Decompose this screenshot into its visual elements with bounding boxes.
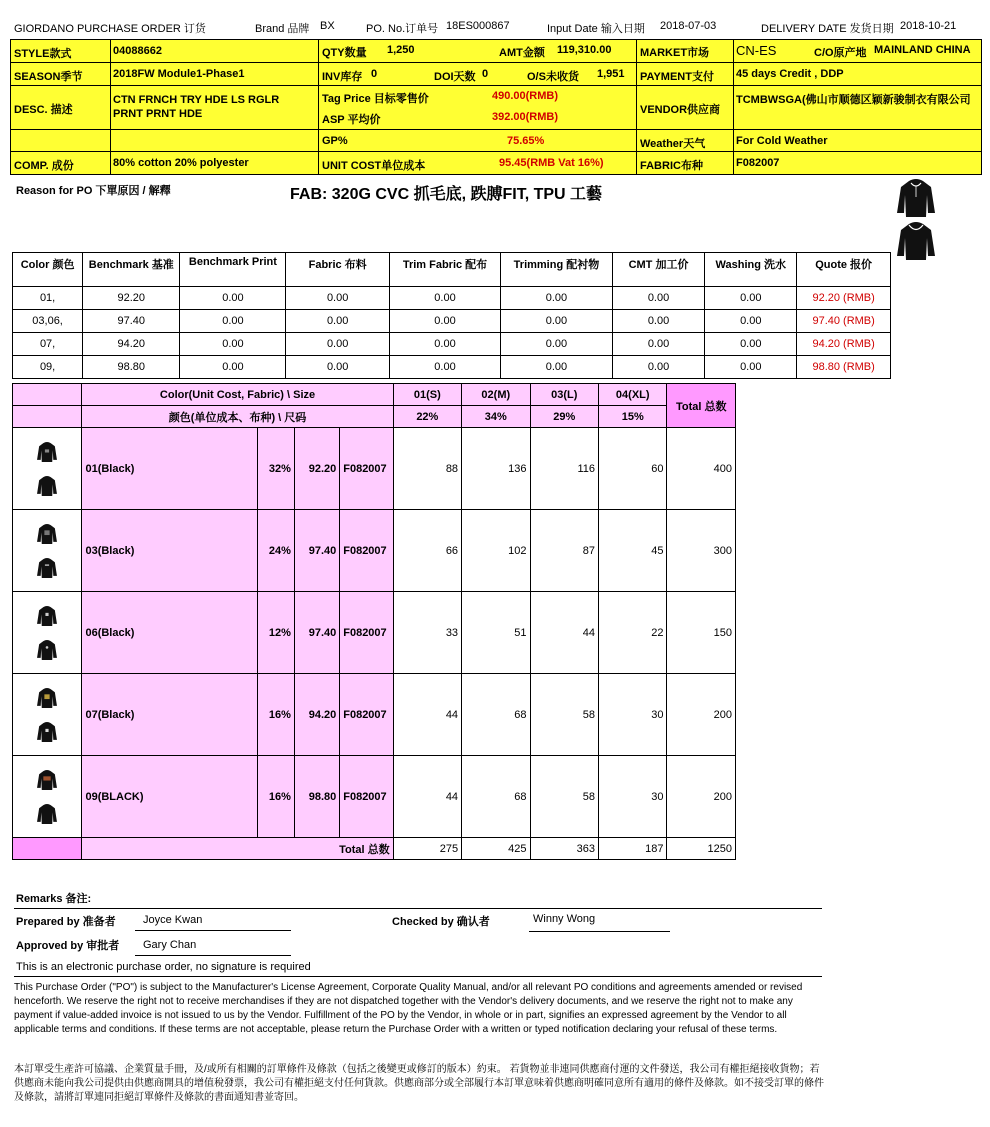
table-cell: 92.20 — [83, 287, 180, 310]
po-number: 18ES000867 — [446, 20, 510, 32]
qty-cell: 44 — [393, 756, 461, 838]
hoodie-back-icon — [36, 716, 58, 748]
market-label: MARKET市场 — [640, 47, 710, 59]
qty-cell: 30 — [599, 674, 667, 756]
size-header: 02(M) — [462, 384, 530, 406]
style-value-cell — [111, 40, 319, 63]
table-row — [13, 592, 736, 674]
prepared-by-label: Prepared by 准备者 — [16, 916, 116, 928]
size-pct: 29% — [530, 406, 598, 428]
size-header-row-1 — [13, 384, 736, 406]
size-total: 275 — [393, 838, 461, 860]
totals-blank-cell — [13, 838, 82, 860]
qty-cell: 58 — [530, 756, 598, 838]
color-cost: 97.40 — [294, 510, 339, 592]
table-cell: 0.00 — [501, 333, 613, 356]
tag-price-value: 490.00(RMB) — [492, 90, 559, 102]
size-header: 01(S) — [393, 384, 461, 406]
cost-col-header: Trim Fabric 配布 — [389, 253, 500, 287]
qty-cell: 51 — [462, 592, 530, 674]
market-label-cell — [637, 40, 734, 63]
size-pct: 22% — [393, 406, 461, 428]
table-cell: 0.00 — [501, 310, 613, 333]
table-cell: 0.00 — [705, 310, 797, 333]
table-cell: 0.00 — [389, 310, 500, 333]
table-cell: 94.20 — [83, 333, 180, 356]
table-cell: 0.00 — [705, 356, 797, 379]
comp-label-cell — [11, 152, 111, 175]
table-row — [13, 287, 891, 310]
table-cell: 03,06, — [13, 310, 83, 333]
size-pct: 15% — [599, 406, 667, 428]
blank-value-cell — [111, 130, 319, 152]
cost-col-header: Benchmark 基准 — [83, 253, 180, 287]
amt-label: AMT金额 — [499, 47, 545, 59]
fabric-value-cell — [734, 152, 981, 175]
desc-label: DESC. 描述 — [14, 104, 73, 116]
quote-cell: 97.40 (RMB) — [797, 310, 891, 333]
cost-col-header: Quote 报价 — [797, 253, 891, 287]
table-row — [13, 756, 736, 838]
remarks-label: Remarks 备注: — [16, 893, 92, 905]
hoodie-front-icon — [36, 764, 58, 796]
os-label: O/S未收货 — [527, 71, 579, 83]
table-cell: 0.00 — [389, 356, 500, 379]
season-value-cell — [111, 63, 319, 86]
cost-col-header: Fabric 布料 — [286, 253, 389, 287]
color-fabric: F082007 — [340, 428, 393, 510]
approved-by-label: Approved by 审批者 — [16, 940, 120, 952]
legal-divider — [14, 976, 822, 977]
thumb-cell — [13, 428, 82, 510]
inv-value: 0 — [371, 68, 378, 80]
desc-label-cell — [11, 86, 111, 130]
color-pct: 12% — [257, 592, 294, 674]
table-row — [13, 333, 891, 356]
color-fabric: F082007 — [340, 510, 393, 592]
remarks-divider — [14, 908, 822, 909]
weather-label: Weather天气 — [640, 138, 706, 150]
totals-row — [13, 838, 736, 860]
table-cell: 07, — [13, 333, 83, 356]
comp-label: COMP. 成份 — [14, 160, 74, 172]
cost-breakdown-table — [12, 252, 891, 379]
qty-cell: 116 — [530, 428, 598, 510]
gp-value: 75.65% — [507, 135, 545, 147]
thumb-cell — [13, 674, 82, 756]
qty-cell: 102 — [462, 510, 530, 592]
hoodie-back-icon — [36, 552, 58, 584]
size-total: 187 — [599, 838, 667, 860]
row-total: 400 — [667, 428, 736, 510]
unit-cost-label: UNIT COST单位成本 — [322, 160, 426, 172]
style-label-cell — [11, 40, 111, 63]
style-value: 04088662 — [113, 45, 162, 57]
color-pct: 16% — [257, 756, 294, 838]
color-name: 06(Black) — [82, 592, 257, 674]
table-cell: 98.80 — [83, 356, 180, 379]
reason-for-po-label: Reason for PO 下單原因 / 解釋 — [16, 185, 171, 197]
cost-col-header: Washing 洗水 — [705, 253, 797, 287]
comp-value: 80% cotton 20% polyester — [113, 157, 249, 169]
qty-cell: 68 — [462, 674, 530, 756]
prepared-signature-line — [135, 930, 291, 931]
qty-cell: 87 — [530, 510, 598, 592]
color-cost: 98.80 — [294, 756, 339, 838]
hoodie-front-icon — [36, 682, 58, 714]
price-cell — [319, 86, 637, 130]
row-total: 300 — [667, 510, 736, 592]
cost-col-header: Benchmark Print — [180, 253, 286, 287]
fabric-label: FABRIC布种 — [640, 160, 703, 172]
payment-value-cell — [734, 63, 981, 86]
hoodie-front-icon — [36, 600, 58, 632]
qty-cell: 33 — [393, 592, 461, 674]
legal-terms-cn: 本訂單受生產許可協議、企業質量手冊，及/或所有相關的訂單條件及條款（包括之後變更或修訂的版本）約束。 若貨物並非連同供應商付運的文件發送，我公司有權拒絕接收貨物；若供應商未能向我公司提供由供應商開具的增值稅發票，我公司有權拒絕支付任何貨款。供應商部分或全部履行本訂單意味着供應商明確同意所有適用的條件及條款。如不接受訂單的條件及條款，請將訂單連同拒絕訂單條件及條款的書面通知書並寄回。 — [14, 1064, 824, 1103]
thumb-header-cell — [13, 406, 82, 428]
table-cell: 0.00 — [389, 287, 500, 310]
electronic-po-note: This is an electronic purchase order, no signature is required — [16, 961, 311, 973]
qty-amt-cell — [319, 40, 637, 63]
doi-label: DOI天数 — [434, 71, 476, 83]
color-name: 03(Black) — [82, 510, 257, 592]
qty-cell: 136 — [462, 428, 530, 510]
payment-value: 45 days Credit , DDP — [736, 68, 844, 80]
qty-cell: 66 — [393, 510, 461, 592]
delivery-date-label: DELIVERY DATE 发货日期 — [761, 23, 894, 35]
desc-value: CTN FRNCH TRY HDE LS RGLR PRNT PRNT HDE — [113, 94, 280, 120]
size-pct: 34% — [462, 406, 530, 428]
color-fabric: F082007 — [340, 592, 393, 674]
hoodie-back-icon — [36, 470, 58, 502]
qty-cell: 45 — [599, 510, 667, 592]
doi-value: 0 — [482, 68, 489, 80]
table-row — [13, 428, 736, 510]
row-total: 200 — [667, 756, 736, 838]
payment-label: PAYMENT支付 — [640, 71, 714, 83]
amt-value: 119,310.00 — [557, 44, 612, 56]
payment-label-cell — [637, 63, 734, 86]
vendor-value-cell — [734, 86, 981, 130]
table-cell: 0.00 — [286, 356, 389, 379]
color-cost: 97.40 — [294, 592, 339, 674]
approved-signature-line — [135, 955, 291, 956]
cost-col-header: Trimming 配衬物 — [501, 253, 613, 287]
table-cell: 0.00 — [501, 287, 613, 310]
color-name: 07(Black) — [82, 674, 257, 756]
weather-value-cell — [734, 130, 981, 152]
asp-label: ASP 平均价 — [322, 114, 381, 126]
desc-value-cell — [111, 86, 319, 130]
table-row — [13, 310, 891, 333]
fabric-value: F082007 — [736, 157, 780, 169]
inv-cell — [319, 63, 637, 86]
approved-by-name: Gary Chan — [143, 939, 197, 951]
thumb-cell — [13, 592, 82, 674]
garment-sketch-front — [895, 177, 937, 222]
fabric-label-cell — [637, 152, 734, 175]
table-cell: 0.00 — [612, 287, 704, 310]
color-name: 09(BLACK) — [82, 756, 257, 838]
qty-cell: 88 — [393, 428, 461, 510]
po-number-label: PO. No.订单号 — [366, 23, 439, 35]
vendor-value: TCMBWSGA(佛山市顺德区颖新骏制衣有限公司 — [736, 94, 971, 106]
quote-cell: 98.80 (RMB) — [797, 356, 891, 379]
asp-value: 392.00(RMB) — [492, 111, 559, 123]
thumb-header-cell — [13, 384, 82, 406]
table-cell: 97.40 — [83, 310, 180, 333]
season-label: SEASON季节 — [14, 71, 83, 83]
market-value-cell — [734, 40, 981, 63]
grand-total: 1250 — [667, 838, 736, 860]
weather-label-cell — [637, 130, 734, 152]
table-cell: 0.00 — [180, 310, 286, 333]
vendor-label: VENDOR供应商 — [640, 104, 721, 116]
checked-by-name: Winny Wong — [533, 913, 596, 925]
table-cell: 0.00 — [612, 310, 704, 333]
tag-price-label: Tag Price 目标零售价 — [322, 93, 429, 105]
hoodie-back-icon — [36, 634, 58, 666]
hoodie-back-icon — [36, 798, 58, 830]
size-header-row-2 — [13, 406, 736, 428]
gp-label: GP% — [322, 135, 348, 147]
thumb-cell — [13, 756, 82, 838]
cost-col-header: Color 颜色 — [13, 253, 83, 287]
os-value: 1,951 — [597, 68, 625, 80]
table-cell: 0.00 — [180, 356, 286, 379]
size-total: 363 — [530, 838, 598, 860]
table-cell: 0.00 — [180, 333, 286, 356]
color-cost: 92.20 — [294, 428, 339, 510]
qty-label: QTY数量 — [322, 47, 367, 59]
qty-cell: 58 — [530, 674, 598, 756]
style-label: STYLE款式 — [14, 48, 72, 60]
qty-cell: 44 — [393, 674, 461, 756]
table-cell: 0.00 — [180, 287, 286, 310]
po-title: GIORDANO PURCHASE ORDER 订货 — [14, 23, 206, 35]
table-row — [13, 510, 736, 592]
table-row — [13, 674, 736, 756]
table-cell: 0.00 — [705, 287, 797, 310]
table-cell: 01, — [13, 287, 83, 310]
quote-cell: 92.20 (RMB) — [797, 287, 891, 310]
table-cell: 0.00 — [286, 287, 389, 310]
cost-col-header: CMT 加工价 — [612, 253, 704, 287]
hoodie-front-icon — [36, 436, 58, 468]
co-value: MAINLAND CHINA — [874, 44, 971, 56]
color-pct: 32% — [257, 428, 294, 510]
quote-cell: 94.20 (RMB) — [797, 333, 891, 356]
gp-cell — [319, 130, 637, 152]
weather-value: For Cold Weather — [736, 135, 828, 147]
color-cost: 94.20 — [294, 674, 339, 756]
fab-note: FAB: 320G CVC 抓毛底, 跌膊FIT, TPU 工藝 — [290, 186, 603, 203]
table-cell: 0.00 — [286, 333, 389, 356]
brand-label: Brand 品牌 — [255, 23, 310, 35]
cost-header-row — [13, 253, 891, 287]
color-name: 01(Black) — [82, 428, 257, 510]
table-cell: 0.00 — [389, 333, 500, 356]
brand-value: BX — [320, 20, 335, 32]
qty-cell: 44 — [530, 592, 598, 674]
hoodie-front-icon — [36, 518, 58, 550]
season-value: 2018FW Module1-Phase1 — [113, 68, 245, 80]
row-total: 150 — [667, 592, 736, 674]
color-pct: 16% — [257, 674, 294, 756]
hoodie-front-icon — [895, 177, 937, 219]
garment-sketch-back — [895, 220, 937, 265]
row-total: 200 — [667, 674, 736, 756]
table-cell: 09, — [13, 356, 83, 379]
color-fabric: F082007 — [340, 674, 393, 756]
color-fabric: F082007 — [340, 756, 393, 838]
table-cell: 0.00 — [612, 356, 704, 379]
table-cell: 0.00 — [612, 333, 704, 356]
qty-cell: 22 — [599, 592, 667, 674]
blank-label-cell — [11, 130, 111, 152]
po-info-grid — [10, 39, 982, 175]
co-label: C/O原产地 — [814, 47, 867, 59]
table-row — [13, 356, 891, 379]
color-pct: 24% — [257, 510, 294, 592]
checked-by-label: Checked by 确认者 — [392, 916, 490, 928]
unit-cost-value: 95.45(RMB Vat 16%) — [499, 157, 604, 169]
size-total: 425 — [462, 838, 530, 860]
inv-label: INV库存 — [322, 71, 363, 83]
size-header: 03(L) — [530, 384, 598, 406]
vendor-label-cell — [637, 86, 734, 130]
qty-cell: 68 — [462, 756, 530, 838]
input-date-label: Input Date 输入日期 — [547, 23, 645, 35]
color-size-header: Color(Unit Cost, Fabric) \ Size — [82, 384, 393, 406]
cost-table-body — [13, 287, 891, 379]
qty-value: 1,250 — [387, 44, 415, 56]
qty-cell: 60 — [599, 428, 667, 510]
totals-label: Total 总数 — [82, 838, 393, 860]
color-size-header-cn: 颜色(单位成本、布种) \ 尺码 — [82, 406, 393, 428]
hoodie-back-icon — [895, 220, 937, 262]
thumb-cell — [13, 510, 82, 592]
table-cell: 0.00 — [501, 356, 613, 379]
season-label-cell — [11, 63, 111, 86]
checked-signature-line — [529, 931, 670, 932]
total-header: Total 总数 — [667, 384, 736, 428]
qty-cell: 30 — [599, 756, 667, 838]
size-header: 04(XL) — [599, 384, 667, 406]
comp-value-cell — [111, 152, 319, 175]
market-value: CN-ES — [736, 43, 777, 58]
table-cell: 0.00 — [705, 333, 797, 356]
unit-cost-cell — [319, 152, 637, 175]
size-breakdown-table — [12, 383, 736, 860]
legal-terms-en: This Purchase Order ("PO") is subject to the Manufacturer's License Agreement, Corporate Quality Manual, and/or all relevant PO conditions and agreements amended or revised henceforth. We reserve the right not to receive merchandises if they are not dispatched together with the Vendor's delivery documents, and we reserve the right not to make any payment if value-added invoice is not issued to us by the Vendor. Fulfillment of the PO by the Vendor, in whole or in part, signifies an expressed agreement by the Vendor to all applicable terms and conditions. If these terms are not acceptable, please return the Purchase Order with a written or typed notification declaring your refusal of these terms. — [14, 982, 803, 1035]
input-date: 2018-07-03 — [660, 20, 717, 32]
delivery-date: 2018-10-21 — [900, 20, 957, 32]
prepared-by-name: Joyce Kwan — [143, 914, 203, 926]
table-cell: 0.00 — [286, 310, 389, 333]
